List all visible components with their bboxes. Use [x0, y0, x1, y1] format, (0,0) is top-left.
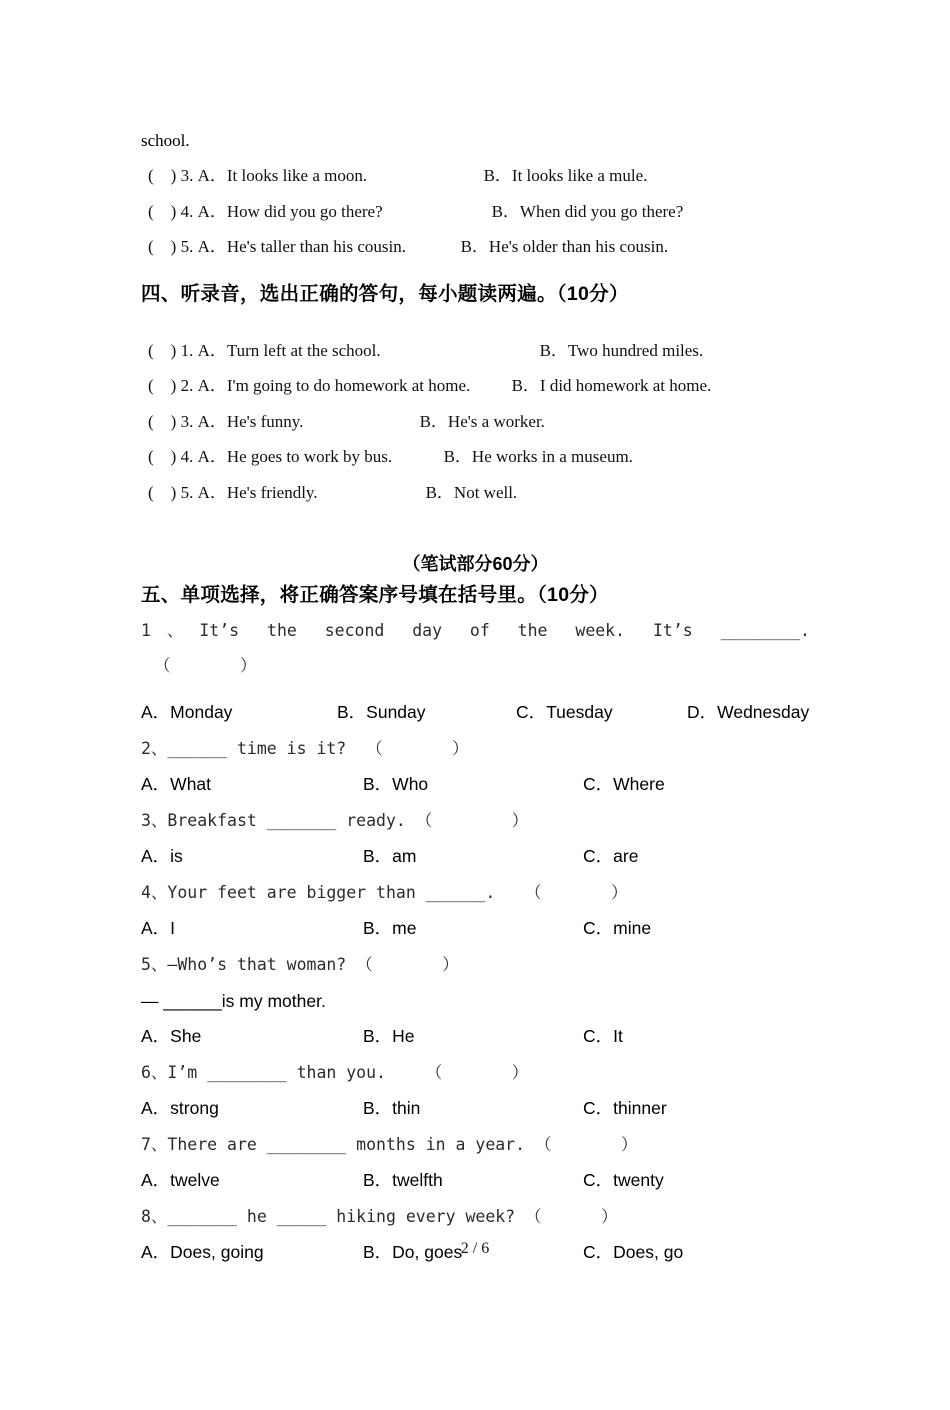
item-option-b[interactable]: B．I did homework at home. [511, 376, 712, 395]
spacer [141, 265, 810, 277]
choice-row [141, 839, 810, 874]
choice-c[interactable]: C．twenty [583, 1170, 664, 1190]
question-stem: 2、______ time is it? （ ） [141, 739, 469, 758]
choice-c[interactable]: C．Does, go [583, 1242, 684, 1262]
section-four-items [141, 333, 810, 511]
choice-row [141, 1019, 810, 1054]
listening-item [141, 158, 810, 194]
question-stem-line2: — ______is my mother. [141, 991, 326, 1011]
choice-b[interactable]: B．Who [363, 774, 429, 794]
item-bracket[interactable]: ( ) 2. [148, 376, 198, 395]
item-bracket[interactable]: ( ) 3. [148, 166, 198, 185]
item-option-b[interactable]: B．It looks like a mule. [483, 166, 648, 185]
choice-row [141, 695, 810, 730]
question-stem: 5、—Who’s that woman? （ ） [141, 955, 459, 974]
choice-a[interactable]: A．Does, going [141, 1242, 264, 1262]
choice-a[interactable]: A．She [141, 1026, 202, 1046]
choice-d[interactable]: D．Wednesday [687, 702, 810, 722]
item-option-b[interactable]: B．Two hundred miles. [539, 340, 704, 360]
continued-sentence: school. [141, 131, 190, 150]
question-stem: 8、_______ he _____ hiking every week? （ ） [141, 1207, 618, 1226]
spacer [141, 510, 810, 550]
item-option-a[interactable]: A．He's friendly. [197, 482, 318, 502]
item-option-b[interactable]: B．Not well. [425, 482, 518, 502]
item-option-b[interactable]: B．He works in a museum. [443, 447, 633, 466]
listening-item [141, 404, 810, 440]
item-option-b[interactable]: B．He's older than his cousin. [460, 237, 669, 256]
question-stem: 1、It’s the second day of the week. It’s ________. [141, 621, 810, 640]
choice-c[interactable]: C．are [583, 846, 639, 866]
spacer [141, 311, 810, 333]
choice-a[interactable]: A．What [141, 774, 212, 794]
item-option-a[interactable]: A．I'm going to do homework at home. [197, 376, 471, 395]
item-option-b[interactable]: B．When did you go there? [491, 201, 684, 221]
listening-item [141, 368, 810, 404]
listening-item [141, 194, 810, 230]
choice-b[interactable]: B．He [363, 1026, 415, 1046]
written-part-banner: （笔试部分60分） [402, 554, 549, 574]
choice-c[interactable]: C．Tuesday [516, 702, 613, 722]
choice-c[interactable]: C．Where [583, 774, 665, 794]
choice-c[interactable]: C．It [583, 1026, 623, 1046]
item-option-a[interactable]: A．He goes to work by bus. [197, 447, 393, 466]
item-option-a[interactable]: A．It looks like a moon. [197, 166, 368, 185]
question-stem: 6、I’m ________ than you. （ ） [141, 1063, 529, 1082]
choice-row [141, 767, 810, 802]
item-bracket[interactable]: ( ) 1. [148, 340, 198, 360]
choice-b[interactable]: B．me [363, 918, 417, 938]
item-option-a[interactable]: A．Turn left at the school. [197, 340, 381, 360]
listening-item [141, 439, 810, 475]
choice-a[interactable]: A．is [141, 846, 183, 866]
choice-b[interactable]: B．twelfth [363, 1170, 443, 1190]
answer-bracket[interactable]: （ ） [154, 656, 257, 675]
choice-c[interactable]: C．thinner [583, 1098, 667, 1118]
listening-item [141, 229, 810, 265]
choice-a[interactable]: A．twelve [141, 1170, 220, 1190]
choice-row [141, 1163, 810, 1198]
choice-row [141, 1091, 810, 1126]
listening-item [141, 475, 810, 511]
item-bracket[interactable]: ( ) 4. [148, 447, 198, 466]
choice-c[interactable]: C．mine [583, 918, 652, 938]
listening-item [141, 333, 810, 369]
section-three-items [141, 158, 810, 265]
content-column [141, 123, 810, 1270]
item-bracket[interactable]: ( ) 4. [148, 201, 198, 221]
item-bracket[interactable]: ( ) 5. [148, 482, 198, 502]
item-bracket[interactable]: ( ) 3. [148, 411, 198, 431]
choice-b[interactable]: B．Sunday [337, 702, 426, 722]
question-stem: 4、Your feet are bigger than ______. （ ） [141, 883, 628, 902]
choice-b[interactable]: B．thin [363, 1098, 421, 1118]
question-stem: 3、Breakfast _______ ready. （ ） [141, 811, 529, 830]
item-bracket[interactable]: ( ) 5. [148, 237, 198, 256]
choice-a[interactable]: A．strong [141, 1098, 219, 1118]
choice-b[interactable]: B．am [363, 846, 417, 866]
choice-a[interactable]: A．Monday [141, 702, 233, 722]
item-option-a[interactable]: A．He's funny. [197, 411, 304, 431]
choice-row [141, 911, 810, 946]
question-stem: 7、There are ________ months in a year. （ ） [141, 1135, 638, 1154]
choice-a[interactable]: A．I [141, 918, 176, 938]
choice-b[interactable]: B．Do, goes [363, 1242, 463, 1262]
item-option-a[interactable]: A．How did you go there? [197, 201, 383, 221]
item-option-a[interactable]: A．He's taller than his cousin. [197, 237, 407, 256]
item-option-b[interactable]: B．He's a worker. [419, 411, 545, 431]
section-four-heading: 四、听录音，选出正确的答句，每小题读两遍。（10分） [141, 282, 629, 305]
section-five-heading: 五、单项选择，将正确答案序号填在括号里。（10分） [141, 584, 609, 606]
page-number: 2 / 6 [460, 1240, 490, 1257]
spacer [141, 683, 810, 695]
